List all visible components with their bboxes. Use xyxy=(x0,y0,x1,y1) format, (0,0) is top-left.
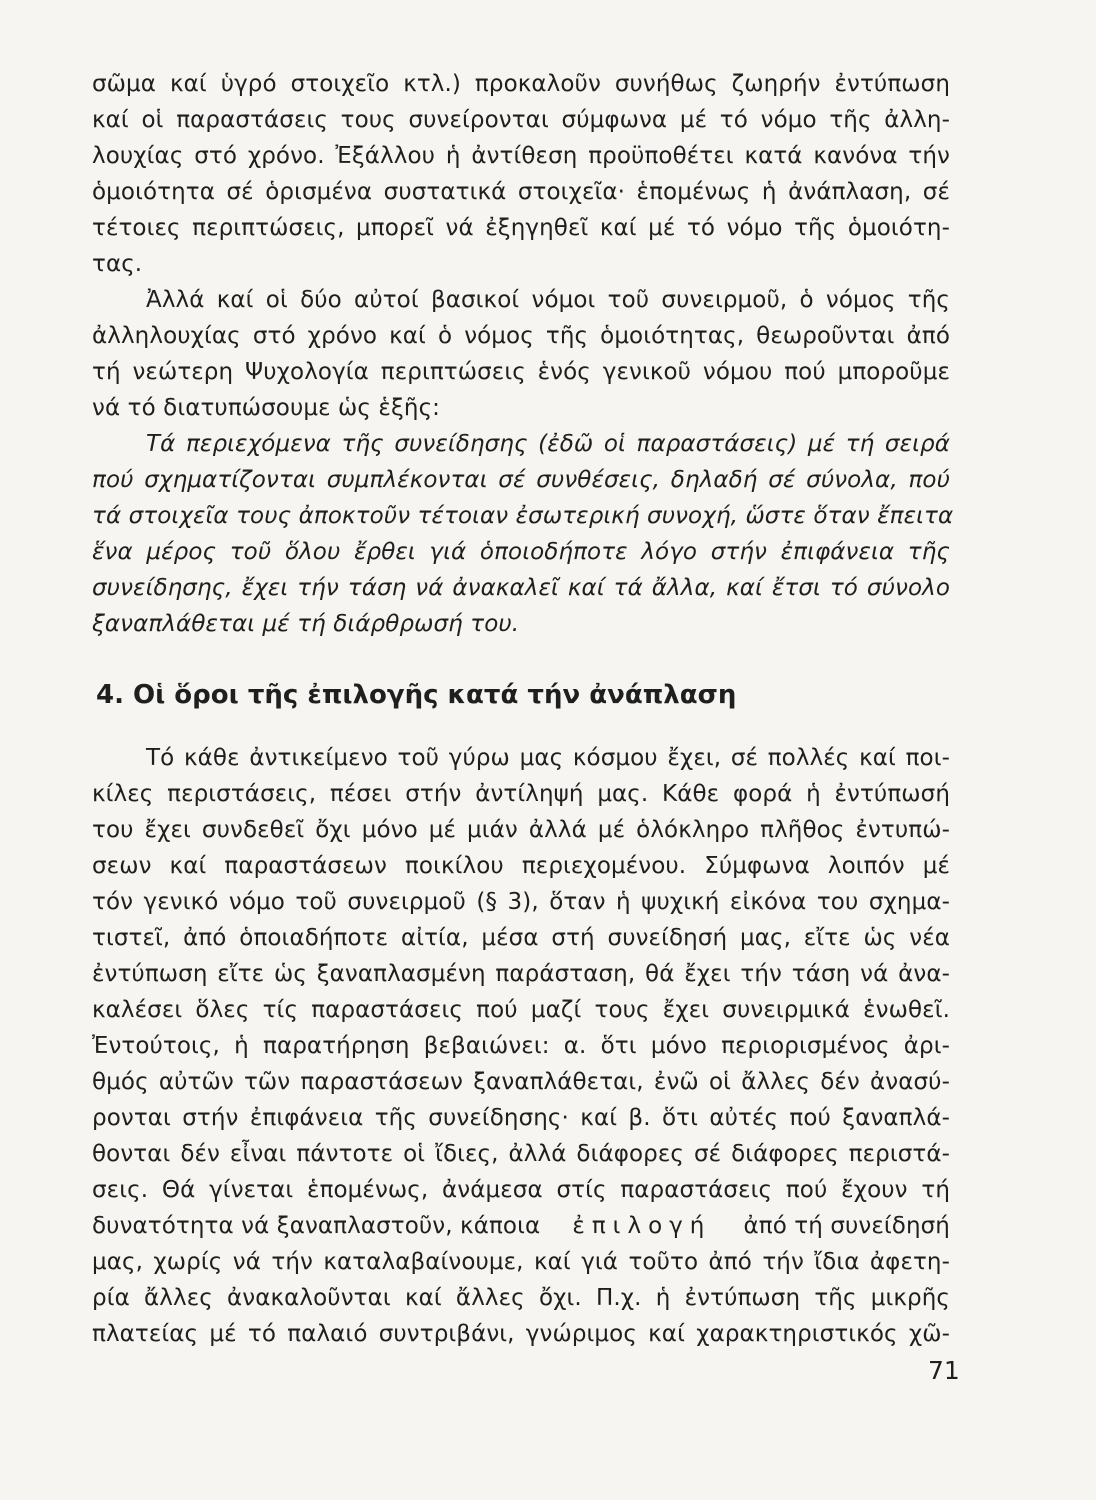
text-line: τά στοιχεῖα τους ἀποκτοῦν τέτοιαν ἐσωτερική συνοχή, ὥστε ὅταν ἔπειτα xyxy=(92,503,954,529)
text-line: τέτοιες περιπτώσεις, μπορεῖ νά ἐξηγηθεῖ καί μέ τό νόμο τῆς ὁμοιότη- xyxy=(92,215,950,241)
text-line: πού σχηματίζονται συμπλέκονται σέ συνθέσεις, δηλαδή σέ σύνολα, πού xyxy=(92,467,950,493)
text-line: σεων καί παραστάσεων ποικίλου περιεχομένου. Σύμφωνα λοιπόν μέ xyxy=(92,853,950,879)
text-line: θονται δέν εἶναι πάντοτε οἱ ἴδιες, ἀλλά διάφορες σέ διάφορες περιστά- xyxy=(92,1141,950,1167)
text-line: Τό κάθε ἀντικείμενο τοῦ γύρω μας κόσμου ἔχει, σέ πολλές καί ποι- xyxy=(146,745,950,771)
text-line: καί οἱ παραστάσεις τους συνείρονται σύμφωνα μέ τό νόμο τῆς ἀλλη- xyxy=(92,107,950,133)
text-line: ἕνα μέρος τοῦ ὅλου ἔρθει γιά ὁποιοδήποτε λόγο στήν ἐπιφάνεια τῆς xyxy=(92,539,950,565)
text-line: τας. xyxy=(92,251,143,277)
law-statement-quote xyxy=(92,426,954,642)
text-line: ἀλληλουχίας στό χρόνο καί ὁ νόμος τῆς ὁμοιότητας, θεωροῦνται ἀπό xyxy=(92,323,950,349)
text-line: μας, χωρίς νά τήν καταλαβαίνουμε, καί γιά τοῦτο ἀπό τήν ἴδια ἀφετη- xyxy=(92,1249,950,1275)
emphasized-spaced-word: ἐπιλογή xyxy=(572,1213,712,1239)
text-line: τιστεῖ, ἀπό ὁποιαδήποτε αἰτία, μέσα στή συνείδησή μας, εἴτε ὡς νέα xyxy=(92,925,950,951)
paragraph-general-law xyxy=(92,282,950,426)
text-line: νά τό διατυπώσουμε ὡς ἑξῆς: xyxy=(92,395,441,421)
text-line: Ἀλλά καί οἱ δύο αὐτοί βασικοί νόμοι τοῦ συνειρμοῦ, ὁ νόμος τῆς xyxy=(146,287,950,313)
page-number: 71 xyxy=(928,1356,960,1385)
section-heading: 4. Οἱ ὅροι τῆς ἐπιλογῆς κατά τήν ἀνάπλαση xyxy=(96,680,737,710)
text-line: ρία ἄλλες ἀνακαλοῦνται καί ἄλλες ὄχι. Π.χ. ἡ ἐντύπωση τῆς μικρῆς xyxy=(92,1285,950,1311)
text-line: συνείδησης, ἔχει τήν τάση νά ἀνακαλεῖ καί τά ἄλλα, καί ἔτσι τό σύνολο xyxy=(92,575,950,601)
text-line: κίλες περιστάσεις, πέσει στήν ἀντίληψή μας. Κάθε φορά ἡ ἐντύπωσή xyxy=(92,781,950,807)
text-line: Ἐντούτοις, ἡ παρατήρηση βεβαιώνει: α. ὅτι μόνο περιορισμένος ἀρι- xyxy=(92,1033,950,1059)
text-line: λουχίας στό χρόνο. Ἐξάλλου ἡ ἀντίθεση προϋποθέτει κατά κανόνα τήν xyxy=(92,143,950,169)
text-line: τή νεώτερη Ψυχολογία περιπτώσεις ἑνός γενικοῦ νόμου πού μποροῦμε xyxy=(92,359,950,385)
paragraph-selection xyxy=(92,740,950,1352)
text-line: ἐντύπωση εἴτε ὡς ξαναπλασμένη παράσταση, θά ἔχει τήν τάση νά ἀνα- xyxy=(92,961,950,987)
text-line: πλατείας μέ τό παλαιό συντριβάνι, γνώριμος καί χαρακτηριστικός χῶ- xyxy=(92,1321,950,1347)
text-line: θμός αὐτῶν τῶν παραστάσεων ξαναπλάθεται, ἐνῶ οἱ ἄλλες δέν ἀνασύ- xyxy=(92,1069,950,1095)
text-line: Τά περιεχόμενα τῆς συνείδησης (ἐδῶ οἱ παραστάσεις) μέ τή σειρά xyxy=(146,431,950,457)
paragraph-continuation xyxy=(92,66,950,282)
text-line: του ἔχει συνδεθεῖ ὄχι μόνο μέ μιάν ἀλλά μέ ὁλόκληρο πλῆθος ἐντυπώ- xyxy=(92,817,950,843)
text-line: ξαναπλάθεται μέ τή διάρθρωσή του. xyxy=(92,611,520,637)
text-line: ρονται στήν ἐπιφάνεια τῆς συνείδησης· καί β. ὅτι αὐτές πού ξαναπλά- xyxy=(92,1105,950,1131)
text-line: τόν γενικό νόμο τοῦ συνειρμοῦ (§ 3), ὅταν ἡ ψυχική εἰκόνα του σχημα- xyxy=(92,889,950,915)
text-line: καλέσει ὅλες τίς παραστάσεις πού μαζί τους ἔχει συνειρμικά ἑνωθεῖ. xyxy=(92,997,950,1023)
text-line-with-spaced-word xyxy=(92,1208,950,1244)
text-line: σεις. Θά γίνεται ἑπομένως, ἀνάμεσα στίς παραστάσεις πού ἔχουν τή xyxy=(92,1177,950,1203)
text-line: σῶμα καί ὑγρό στοιχεῖο κτλ.) προκαλοῦν συνήθως ζωηρήν ἐντύπωση xyxy=(92,71,950,97)
text-segment: δυνατότητα νά ξαναπλαστοῦν, κάποια xyxy=(92,1213,541,1239)
text-line: ὁμοιότητα σέ ὁρισμένα συστατικά στοιχεῖα· ἑπομένως ἡ ἀνάπλαση, σέ xyxy=(92,179,950,205)
text-segment: ἀπό τή συνείδησή xyxy=(743,1213,950,1239)
